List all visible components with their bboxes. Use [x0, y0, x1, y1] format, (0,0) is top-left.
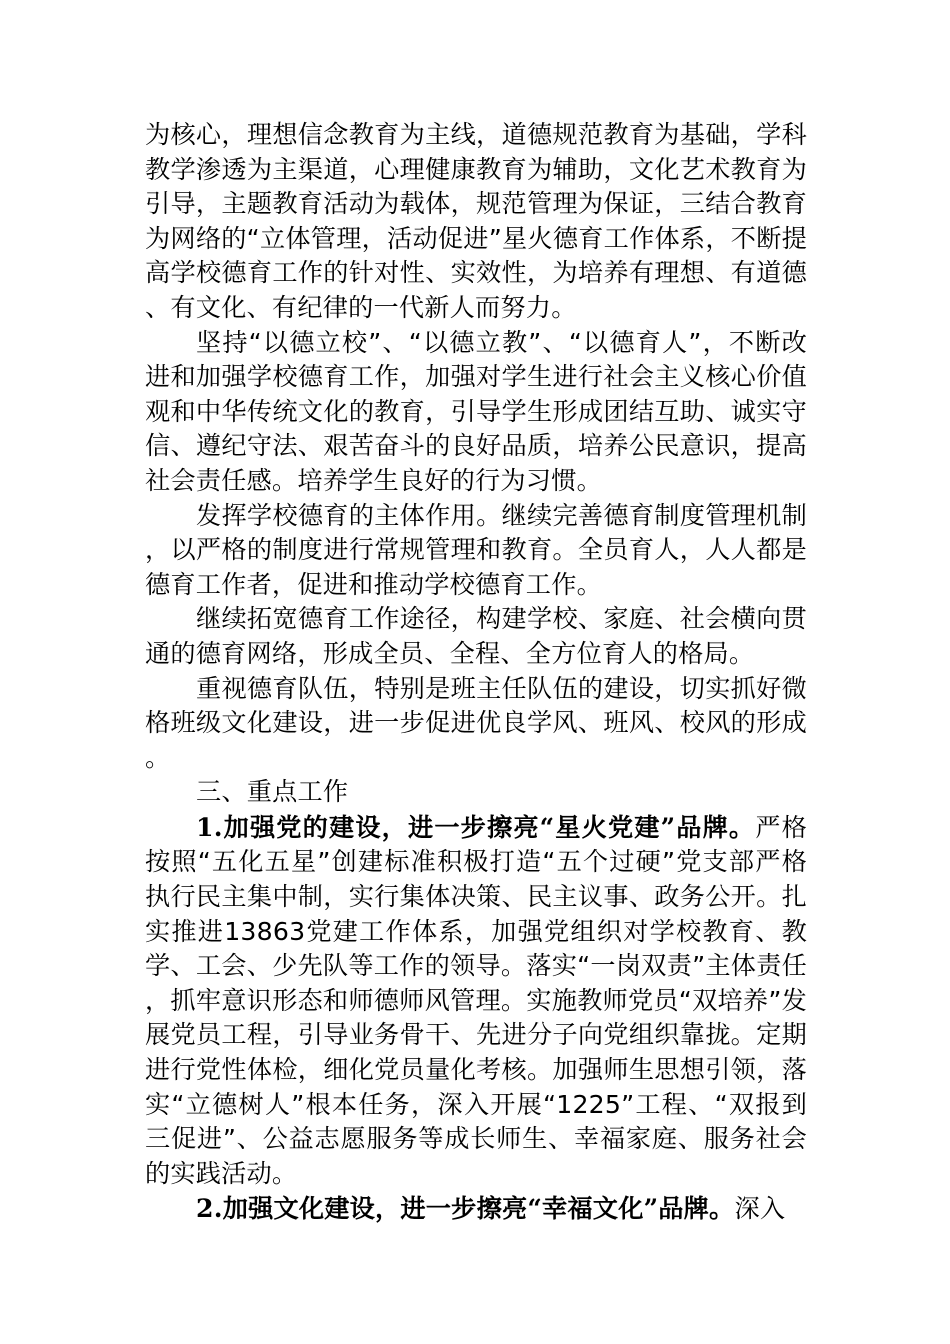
paragraph-4	[145, 602, 807, 671]
paragraph-7-text: 严格按照“五化五星”创建标准积极打造“五个过硬”党支部严格执行民主集中制，实行集体决策、民主议事、政务公开。扎实推进13863党建工作体系，加强党组织对学校教育、教学、工会、少先队等工作的领导。落实“一岗双责”主体责任，抓牢意识形态和师德师风管理。实施教师党员“双培养”发展党员工程，引导业务骨干、先进分子向党组织靠拢。定期进行党性体检，细化党员量化考核。加强师生思想引领，落实“立德树人”根本任务，深入开展“1225”工程、“双报到三促进”、公益志愿服务等成长师生、幸福家庭、服务社会的实践活动。	[145, 812, 808, 1188]
paragraph-5	[145, 672, 807, 776]
document-page	[145, 118, 807, 1227]
paragraph-2	[145, 326, 807, 499]
paragraph-5-text: 重视德育队伍，特别是班主任队伍的建设，切实抓好微格班级文化建设，进一步促进优良学风、班风、校风的形成。	[145, 673, 807, 772]
paragraph-2-text: 坚持“以德立校”、“以德立教”、“以德育人”，不断改进和加强学校德育工作，加强对学生进行社会主义核心价值观和中华传统文化的教育，引导学生形成团结互助、诚实守信、遵纪守法、艰苦奋斗的良好品质，培养公民意识，提高社会责任感。培养学生良好的行为习惯。	[145, 327, 807, 495]
paragraph-4-text: 继续拓宽德育工作途径，构建学校、家庭、社会横向贯通的德育网络，形成全员、全程、全方位育人的格局。	[145, 604, 807, 668]
paragraph-1-text: 为核心，理想信念教育为主线，道德规范教育为基础，学科教学渗透为主渠道，心理健康教育为辅助，文化艺术教育为引导，主题教育活动为载体，规范管理为保证，三结合教育为网络的“立体管理，活动促进”星火德育工作体系，不断提高学校德育工作的针对性、实效性，为培养有理想、有道德、有文化、有纪律的一代新人而努力。	[145, 120, 807, 322]
section-heading-text: 三、重点工作	[196, 777, 349, 807]
section-heading	[145, 775, 807, 810]
paragraph-3-text: 发挥学校德育的主体作用。继续完善德育制度管理机制，以严格的制度进行常规管理和教育。全员育人，人人都是德育工作者，促进和推动学校德育工作。	[145, 500, 807, 599]
paragraph-8-heading: 2.加强文化建设，进一步擦亮“幸福文化”品牌。	[196, 1193, 735, 1224]
paragraph-7	[145, 810, 807, 1192]
paragraph-3	[145, 499, 807, 603]
paragraph-8-text: 深入	[734, 1194, 786, 1224]
paragraph-1	[145, 118, 807, 326]
paragraph-7-heading: 1.加强党的建设，进一步擦亮“星火党建”品牌。	[196, 811, 756, 842]
paragraph-8	[145, 1191, 807, 1227]
